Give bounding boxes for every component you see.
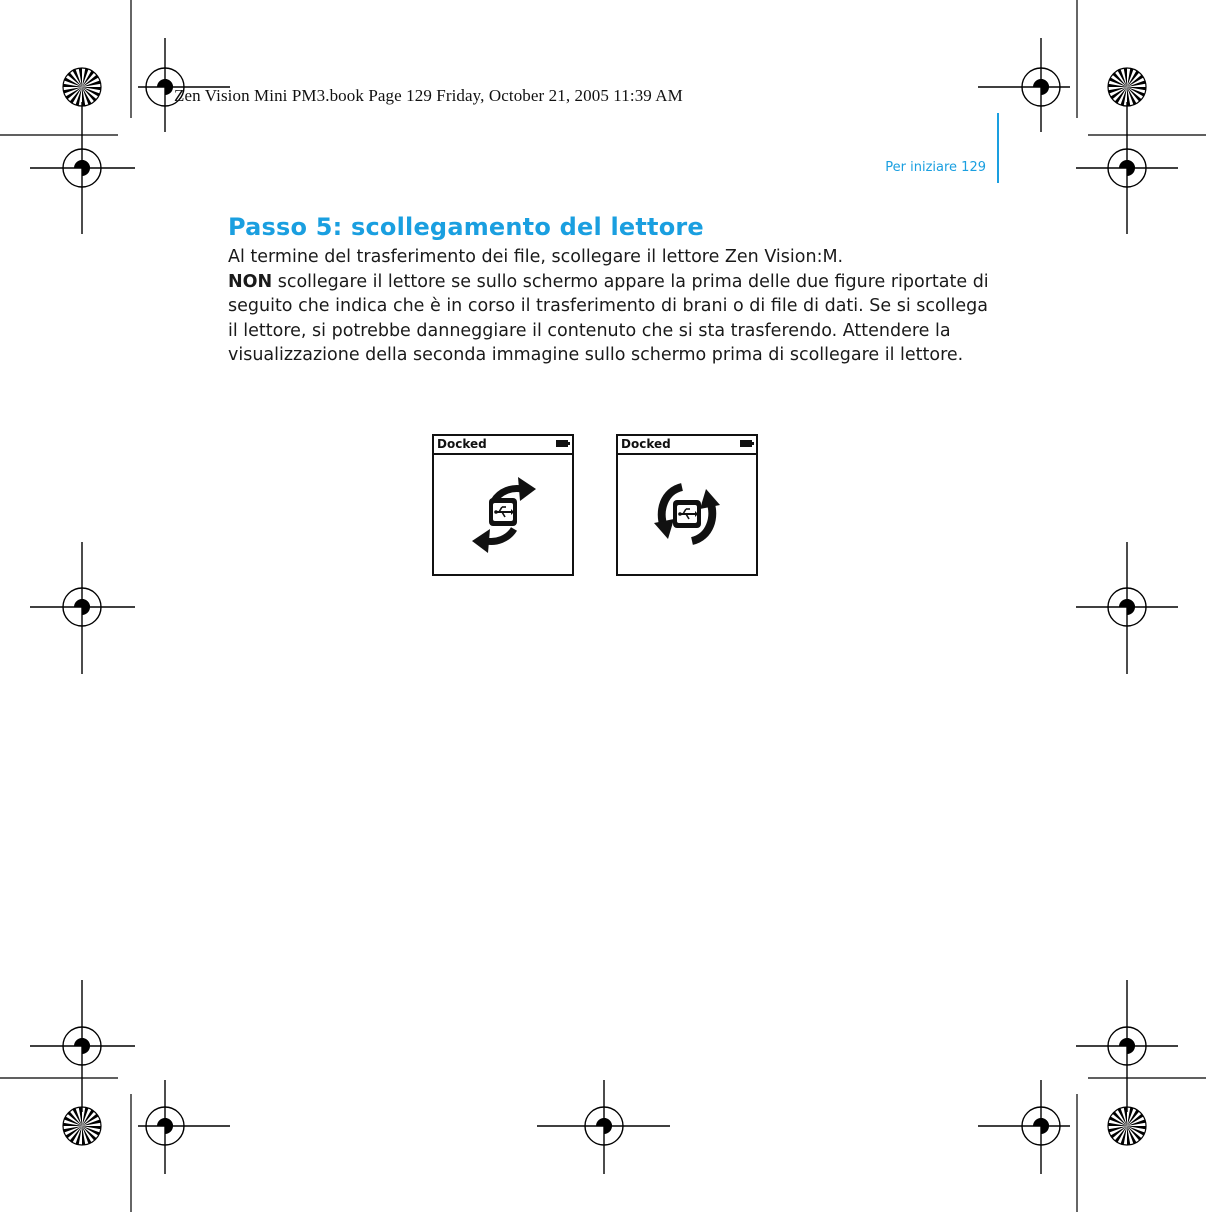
warning-text: scollegare il lettore se sullo schermo appare la prima delle due figure riportate di seguito che indica che è in corso il trasferimento di brani o di file di dati. Se si scollega il lettore, si potrebbe danneggiare il contenuto che si sta trasferendo. Attendere la visualizzazione della seconda immagine sullo schermo prima di scollegare il lettore. bbox=[228, 271, 989, 366]
body-text bbox=[228, 245, 998, 368]
screen-status-bar bbox=[434, 436, 572, 455]
starburst-mark bbox=[63, 68, 101, 106]
usb-sync-circular-arrows-icon bbox=[618, 455, 756, 574]
section-heading: Passo 5: scollegamento del lettore bbox=[228, 213, 704, 241]
status-label: Docked bbox=[437, 437, 487, 451]
starburst-mark bbox=[63, 1107, 101, 1145]
warning-emphasis: NON bbox=[228, 271, 273, 292]
battery-icon bbox=[740, 440, 752, 447]
running-header: Per iniziare 129 bbox=[885, 160, 986, 175]
slug-line: Zen Vision Mini PM3.book Page 129 Friday, October 21, 2005 11:39 AM bbox=[174, 86, 683, 105]
battery-icon bbox=[556, 440, 568, 447]
header-rule bbox=[997, 113, 999, 183]
starburst-mark bbox=[1108, 1107, 1146, 1145]
status-label: Docked bbox=[621, 437, 671, 451]
player-screen-synced bbox=[616, 434, 758, 576]
intro-paragraph: Al termine del trasferimento dei file, scollegare il lettore Zen Vision:M. bbox=[228, 247, 844, 267]
player-screen-transferring bbox=[432, 434, 574, 576]
warning-paragraph bbox=[228, 270, 998, 368]
starburst-mark bbox=[1108, 68, 1146, 106]
usb-transfer-arrows-icon bbox=[434, 455, 572, 574]
screen-status-bar bbox=[618, 436, 756, 455]
